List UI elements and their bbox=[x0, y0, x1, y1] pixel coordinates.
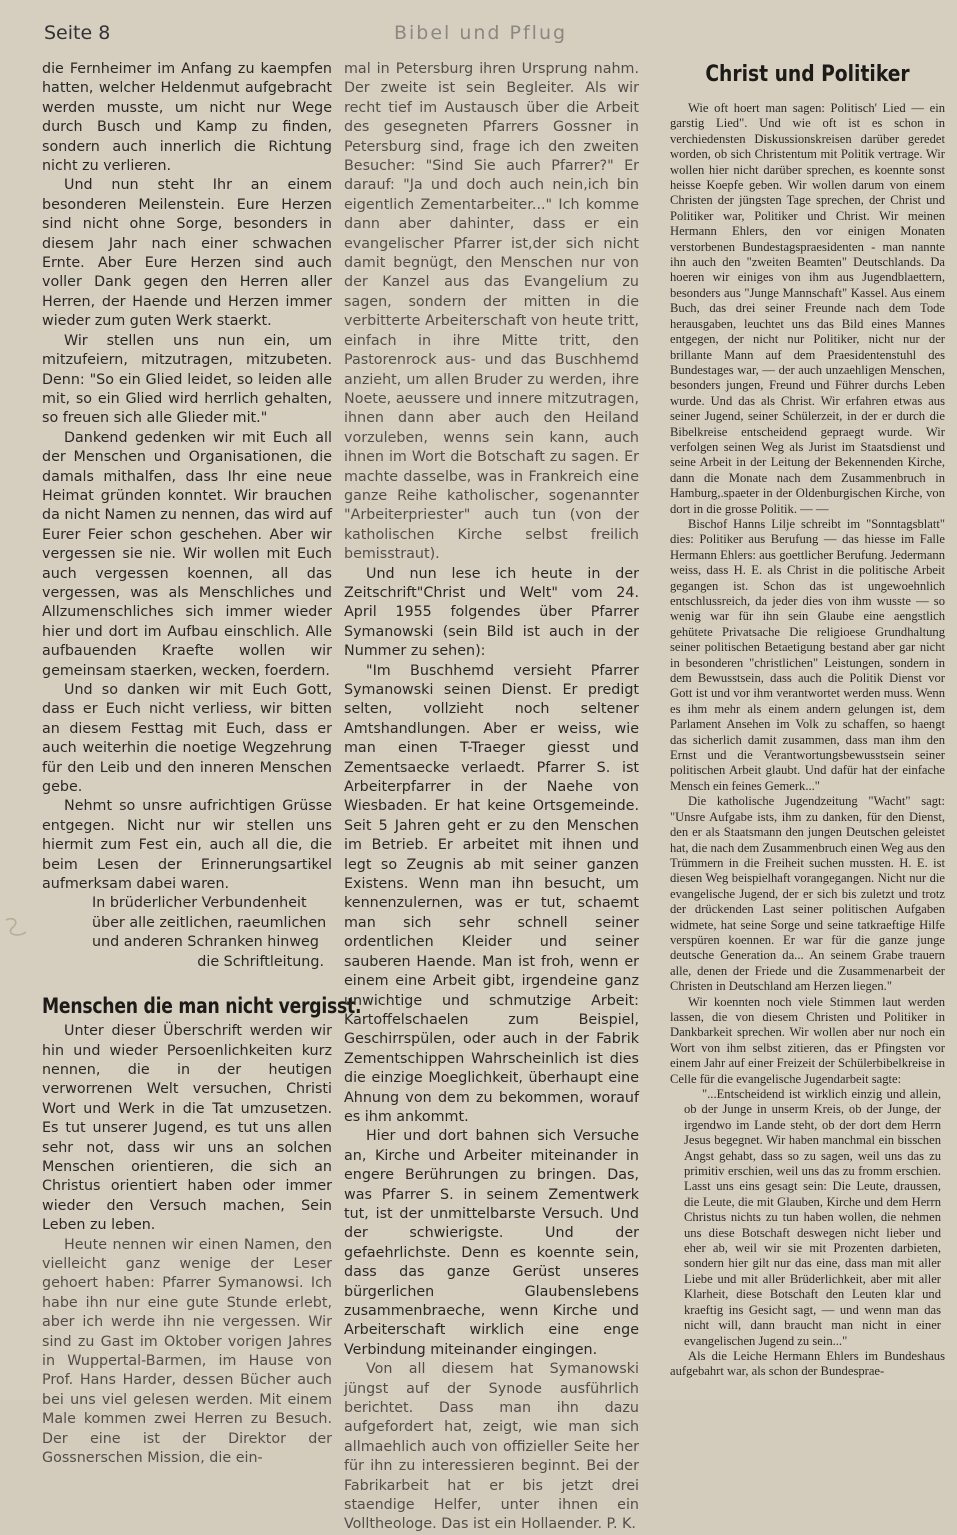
article-headline: Menschen die man nicht vergisst. bbox=[42, 994, 362, 1019]
paragraph: Und so danken wir mit Euch Gott, dass er Euch nicht verliess, wir bitten an diesem Festtag mit Euch, dass er auch weiterhin die noetige Wegzehrung für den Leib und den inneren Menschen gebe. bbox=[42, 682, 332, 796]
paragraph: Unter dieser Überschrift werden wir hin und wieder Persoenlichkeiten kurz nennen, die in der heutigen verworrenen Welt versuchen, Christi Wort und Werk in die Tat umzusetzen. Es tut unserer Jugend, es tut uns allen sehr not, dass wir uns an solchen Menschen orientieren, die sich an Christus orientiert haben oder immer wieder den Versuch machen, Sein Leben zu leben. bbox=[42, 1023, 332, 1234]
article-headline: Christ und Politiker bbox=[705, 62, 910, 87]
quote-paragraph: "...Entscheidend ist wirklich einzig und allein, ob der Junge in unserm Kreis, ob der Junge, der irgendwo im Lande steht, ob der dort dem Herrn Jesus begegnet. Wir haben manchmal ein bisschen Angst gehabt, dass so zu sagen, weil uns das zu primitiv erschien, weil uns das zu fromm erschien. Lasst uns eins gesagt sein: Die Leute, draussen, die Leute, die mit Glauben, Kirche und dem Herrn Christus nichts zu tun haben wollen, die nehmen uns diese Botschaft deswegen nicht lieber und eher ab, weil wir sie mit Prozenten darbieten, sondern hier gilt nur das eine, dass man mit aller Liebe und mit aller Brüderlichkeit, aber mit aller Klarheit, diese Botschaft den Leuten klar und kraeftig ins Gesicht sagt, — und wenn man das nicht will, dann braucht man nicht in einer evangelischen Jugend zu sein..." bbox=[684, 1087, 941, 1348]
paragraph: Nehmt so unsre aufrichtigen Grüsse entgegen. Nicht nur wir stellen uns hiermit zum Fest ein, auch all die, die beim Lesen der Erinnerungsartikel aufmerksam dabei waren. bbox=[42, 798, 332, 893]
masthead: Bibel und Pflug bbox=[393, 22, 568, 44]
running-head bbox=[44, 22, 917, 52]
column-left bbox=[42, 60, 362, 1467]
paragraph: Bischof Hanns Lilje schreibt im "Sonntagsblatt" dies: Politiker aus Berufung — das hiesse im Falle Hermann Ehlers: aus goettlicher Berufung. Jedermann weiss, dass H. E. als Christ in die politische Arbeit gegangen ist. Schon das ist ungewoehnlich entschlussreich, da jeder dies von ihm wusste — so wenig war für ihn sein Glaube eine aengstlich gehütete Privatsache Die religioese Grundhaltung seiner politischen Betaetigung bestand aber gar nicht in besonderen "christlichen" Leistungen, sondern in dem Bewusstsein, dass auch die Politik Dienst vor Gott ist und vor ihm verantwortet werden muss. Wenn es ihm mehr als einem andern gelungen ist, dem Parlament Ansehen im Volk zu schaffen, so haengt das sicherlich damit zusammen, dass man ihm den Ernst und die Verantwortungsbewusstsein seiner politischen Arbeit glaubt. Und dafür hat der einfache Mensch ein feines Gemerk..." bbox=[670, 516, 945, 793]
column-right bbox=[670, 60, 945, 1395]
paragraph: Und nun lese ich heute in der Zeitschrift"Christ und Welt" vom 24. April 1955 folgendes über Pfarrer Symanowski (sein Bild ist auch in der Nummer zu sehen): bbox=[344, 565, 639, 660]
handwritten-mark bbox=[2, 912, 32, 946]
paragraph: Hier und dort bahnen sich Versuche an, Kirche und Arbeiter miteinander in engere Berührungen zu bringen. Das, was Pfarrer S. in seinem Zementwerk tut, ist der unmittelbarste Versuch. Und der schwierigste. Und der gefaehrlichste. Denn es koennte sein, dass das ganze Gerüst unseres bürgerlichen Glaubenslebens zusammenbraeche, wenn Kirche und Arbeiterschaft wirklich eine enge Verbindung miteinander eingingen. bbox=[344, 1128, 639, 1358]
paragraph: mal in Petersburg ihren Ursprung nahm. Der zweite ist sein Begleiter. Als wir recht tief im Austausch über die Arbeit des gesegneten Pfarrers Gossner in Petersburg sind, frage ich den zweiten Besucher: "Sind Sie auch Pfarrer?" Er darauf: "Ja und doch auch nein,ich bin eigentlich Zementarbeiter..." Ich komme dann aber dahinter, dass er ein evangelischer Pfarrer ist,der sich nicht damit begnügt, den Menschen nur von der Kanzel aus das Evangelium zu sagen, sondern der mitten in die verbitterte Arbeiterschaft von heute tritt, einfach in ihre Mitte tritt, den Pastorenrock aus- und das Buschhemd anzieht, um allen Bruder zu werden, ihre Noete, aeussere und innere mitzutragen, ihnen dann aber auch den Heiland vorzuleben, wenns sein kann, auch ihnen im Wort die Botschaft zu sagen. Er machte dasselbe, was in Frankreich eine ganze Reihe katholischer, sogenannter "Arbeiterpriester" auch tun (von der katholischen Kirche selbst freilich bemisstraut). bbox=[344, 61, 639, 563]
paragraph: Wir stellen uns nun ein, um mitzufeiern, mitzutragen, mitzubeten. Denn: "So ein Glied leidet, so leiden alle mit, so ein Glied wird herrlich gehalten, so freuen sich alle Glieder mit." bbox=[42, 332, 332, 427]
signoff-text: In brüderlicher Verbundenheit über alle zeitlichen, raeumlichen und anderen Schranken hinweg bbox=[92, 895, 327, 951]
paragraph: Heute nennen wir einen Namen, den vielleicht ganz wenige der Leser gehoert haben: Pfarrer Symanowsi. Ich habe ihn nur eine gute Stunde erlebt, aber ich werde ihn nie vergessen. Wir sind zu Gast im Oktober vorigen Jahres in Wuppertal-Barmen, im Hause von Prof. Hans Harder, dessen Bücher auch bei uns viel gelesen werden. Mit einem Male kommen zwei Herren zu Besuch. Der eine ist der Direktor der Gossnerschen Mission, die ein- bbox=[42, 1236, 332, 1467]
paragraph: Wie oft hoert man sagen: Politisch' Lied — ein garstig Lied". Und wie oft ist es schon in verchiedensten Diskussionskreisen darüber geredet worden, ob sich Christentum mit Politik vertrage. Wir wollen hier nicht darüber sprechen, es koennte sonst heisse Koepfe geben. Wir wollen darum von einem Christen der jüngsten Tage sprechen, der Christ und Politiker war, Politiker und Christ. Wir meinen Hermann Ehlers, den vor einigen Monaten verstorbenen Bundestagspraesidenten - man nannte ihn auch den "zweiten Beamten" Deutschlands. Da hoeren wir einiges von ihm aus Jugendblaettern, besonders aus "Junge Mannschaft" Kassel. Aus einem Buch, das drei seiner Freunde nach dem Tode herausgaben, leuchtet uns das Bild eines Mannes entgegen, der nicht nur Politiker, nicht nur der brillante Mann auf dem Praesidentenstuhl des Bundestages war, — der auch unzaehligen Menschen, besonders jungen, Freund und Führer durchs Leben wurde. Und das als Christ. Wir erfahren etwas aus seiner Jugend, seiner Schülerzeit, in der er durch die Bibelkreise entscheidend gepraegt wurde. Wir verfolgen seinen Weg als Jurist im Staatsdienst und seine Arbeit in der Leitung der Bekennenden Kirche, dann die Monate nach dem Zusammenbruch in Hamburg,.spaeter in der Oldenburgischen Kirche, von dort in die grosse Politik. — — bbox=[670, 101, 945, 516]
paragraph: die Fernheimer im Anfang zu kaempfen hatten, welcher Heldenmut aufgebracht werden musste, um nicht nur Wege durch Busch und Kamp zu finden, sondern auch innerlich die Richtung nicht zu verlieren. bbox=[42, 61, 332, 175]
signoff-block bbox=[92, 894, 332, 972]
column-middle bbox=[344, 60, 639, 1533]
paragraph: Als die Leiche Hermann Ehlers im Bundeshaus aufgebahrt war, als schon der Bundesprae- bbox=[670, 1348, 945, 1379]
paragraph: Von all diesem hat Symanowski jüngst auf der Synode ausführlich berichtet. Dass man ihn dazu aufgefordert hat, zeigt, wie man sich allmaehlich auch von offizieller Seite her für ihn zu interessieren beginnt. Bei der Fabrikarbeit hat er bis jetzt drei staendige Helfer, unter ihnen ein Volltheologe. Das ist ein Hollaender. P. K. bbox=[344, 1361, 639, 1533]
paragraph: Und nun steht Ihr an einem besonderen Meilenstein. Eure Herzen sind nicht ohne Sorge, besonders in diesem Jahr nach einer schwachen Ernte. Aber Eure Herzen sind auch voller Dank gegen den Herren aller Herren, der Haende und Herzen immer wieder zum guten Werk staerkt. bbox=[42, 177, 332, 330]
paragraph: "Im Buschhemd versieht Pfarrer Symanowski seinen Dienst. Er predigt selten, vollzieht noch seltener Amtshandlungen. Aber er weiss, wie man einen T-Traeger giesst und Zementsaecke verlaedt. Pfarrer S. ist Arbeiterpfarrer in der Naehe von Wiesbaden. Er hat keine Ortsgemeinde. Seit 5 Jahren geht er zu den Menschen im Betrieb. Er arbeitet mit ihnen und legt so Zeugnis ab mit seiner ganzen Existens. Wenn man ihn besucht, um kennenzulernen, was er tut, schaemt man sich sehr schnell seiner ordentlichen Kleider und seiner sauberen Haende. Man ist froh, wenn er einem eine Arbeit gibt, irgendeine ganz unwichtige und schmutzige Arbeit: Kartoffelschaelen zum Beispiel, Geschirrspülen, oder auch in der Fabrik Zementschippen Wahrscheinlich ist dies die einzige Moeglichkeit, überhaupt eine Ahnung von dem zu bekommen, worauf es ihm ankommt. bbox=[344, 662, 639, 1125]
paragraph: Dankend gedenken wir mit Euch all der Menschen und Organisationen, die damals mithalfen, dass Ihr eine neue Heimat gründen konntet. Wir brauchen da nicht Namen zu nennen, das wird auf Eurer Feier schon geschehen. Aber wir vergessen sie nie. Wir wollen mit Euch auch vergessen koennen, all das vergessen, was als Menschliches und Allzumenschliches sich immer wieder hier und dort im Aufbau einschlich. Alle aufbauenden Kraefte wollen wir gemeinsam staerken, wecken, foerdern. bbox=[42, 429, 332, 679]
page-number: Seite 8 bbox=[44, 22, 111, 44]
paragraph: Die katholische Jugendzeitung "Wacht" sagt: "Unsre Aufgabe ists, ihm zu danken, für den Dienst, den er als Staatsmann den jungen Deutschen geleistet hat, die nach dem Zusammenbruch einen Weg aus den Trümmern in die Freiheit suchen mussten. H. E. ist diesen Weg beispielhaft vorangegangen. Nicht nur die evangelische Jugend, der er sich bis zuletzt und trotz der drückenden Last seiner politischen Aufgaben widmete, hat seine Sorge und seine tatkraeftige Hilfe verspüren koennen. Er war für die ganze junge deutsche Generation da... An seinem Grabe trauern alle, denen der Friede und die Zusammenarbeit der Christen in Deutschland am Herzen liegen." bbox=[670, 794, 945, 994]
paragraph: Wir koennten noch viele Stimmen laut werden lassen, die von diesem Christen und Politiker in Dankbarkeit sprechen. Wir wollen aber nur noch ein Wort von ihm selbst zitieren, das er Pfingsten vor einem Jahr auf einer Freizeit der Schülerbibelkreise in Celle für die evangelische Jugendarbeit sagte: bbox=[670, 994, 945, 1086]
signature: die Schriftleitung. bbox=[197, 953, 324, 970]
